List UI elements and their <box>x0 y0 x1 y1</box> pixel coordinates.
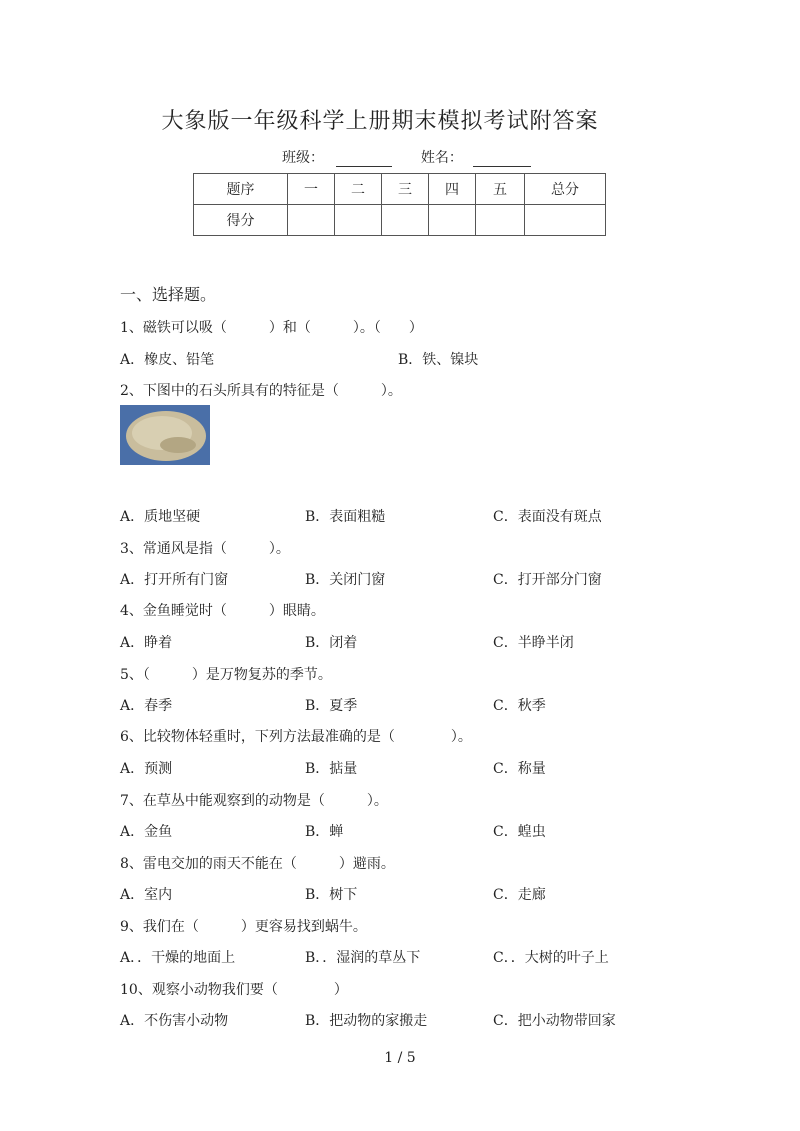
option-c[interactable]: C．半睁半闭 <box>493 635 574 651</box>
student-info <box>282 147 531 167</box>
question: 1、磁铁可以吸（ ）和（ ）。（ ） <box>120 320 423 336</box>
score-cell[interactable] <box>288 205 335 236</box>
option-a[interactable]: A．金鱼 <box>120 824 173 840</box>
option-b[interactable]: B．铁、镍块 <box>398 352 479 368</box>
score-cell[interactable] <box>382 205 429 236</box>
question: 8、雷电交加的雨天不能在（ ）避雨。 <box>120 856 395 872</box>
option-a[interactable]: A．．干燥的地面上 <box>120 950 236 966</box>
row-label: 得分 <box>194 205 288 236</box>
option-c[interactable]: C．秋季 <box>493 698 546 714</box>
header-cell: 一 <box>288 174 335 205</box>
option-b[interactable]: B．闭着 <box>305 635 358 651</box>
option-a[interactable]: A．睁着 <box>120 635 173 651</box>
question: 6、比较物体轻重时，下列方法最准确的是（ ）。 <box>120 729 472 745</box>
header-cell: 总分 <box>525 174 606 205</box>
option-b[interactable]: B．表面粗糙 <box>305 509 386 525</box>
name-field[interactable] <box>473 152 531 167</box>
option-b[interactable]: B．．湿润的草丛下 <box>305 950 421 966</box>
header-cell: 五 <box>476 174 525 205</box>
score-table-row <box>194 205 606 236</box>
option-b[interactable]: B．关闭门窗 <box>305 572 386 588</box>
score-cell[interactable] <box>525 205 606 236</box>
option-b[interactable]: B．蝉 <box>305 824 344 840</box>
option-a[interactable]: A．室内 <box>120 887 173 903</box>
question: 10、观察小动物我们要（ ） <box>120 982 348 998</box>
score-table-header <box>194 174 606 205</box>
option-c[interactable]: C．走廊 <box>493 887 546 903</box>
question: 2、下图中的石头所具有的特征是（ ）。 <box>120 383 402 399</box>
class-field[interactable] <box>336 152 392 167</box>
option-c[interactable]: C．蝗虫 <box>493 824 546 840</box>
header-cell: 四 <box>429 174 476 205</box>
option-c[interactable]: C．称量 <box>493 761 546 777</box>
score-cell[interactable] <box>476 205 525 236</box>
score-table <box>193 173 606 236</box>
option-a[interactable]: A．橡皮、铅笔 <box>120 352 215 368</box>
question: 7、在草丛中能观察到的动物是（ ）。 <box>120 793 388 809</box>
option-a[interactable]: A．打开所有门窗 <box>120 572 229 588</box>
page-number: 1 / 5 <box>384 1050 416 1066</box>
option-c[interactable]: C．．大树的叶子上 <box>493 950 609 966</box>
option-a[interactable]: A．春季 <box>120 698 173 714</box>
score-cell[interactable] <box>429 205 476 236</box>
question: 4、金鱼睡觉时（ ）眼睛。 <box>120 603 325 619</box>
option-a[interactable]: A．不伤害小动物 <box>120 1013 229 1029</box>
option-a[interactable]: A．预测 <box>120 761 173 777</box>
option-a[interactable]: A．质地坚硬 <box>120 509 201 525</box>
option-c[interactable]: C．表面没有斑点 <box>493 509 602 525</box>
score-cell[interactable] <box>335 205 382 236</box>
page-title: 大象版一年级科学上册期末模拟考试附答案 <box>161 109 599 134</box>
section-heading: 一、选择题。 <box>120 285 217 304</box>
header-cell: 三 <box>382 174 429 205</box>
option-c[interactable]: C．打开部分门窗 <box>493 572 602 588</box>
question: 5、（ ）是万物复苏的季节。 <box>120 667 332 683</box>
header-cell: 二 <box>335 174 382 205</box>
name-label: 姓名： <box>420 150 463 166</box>
question: 3、常通风是指（ ）。 <box>120 541 290 557</box>
option-b[interactable]: B．掂量 <box>305 761 358 777</box>
option-c[interactable]: C．把小动物带回家 <box>493 1013 616 1029</box>
class-label: 班级： <box>282 150 324 166</box>
question: 9、我们在（ ）更容易找到蜗牛。 <box>120 919 367 935</box>
option-b[interactable]: B．夏季 <box>305 698 358 714</box>
option-b[interactable]: B．树下 <box>305 887 358 903</box>
option-b[interactable]: B．把动物的家搬走 <box>305 1013 428 1029</box>
header-cell: 题序 <box>194 174 288 205</box>
stone-image <box>120 405 210 465</box>
